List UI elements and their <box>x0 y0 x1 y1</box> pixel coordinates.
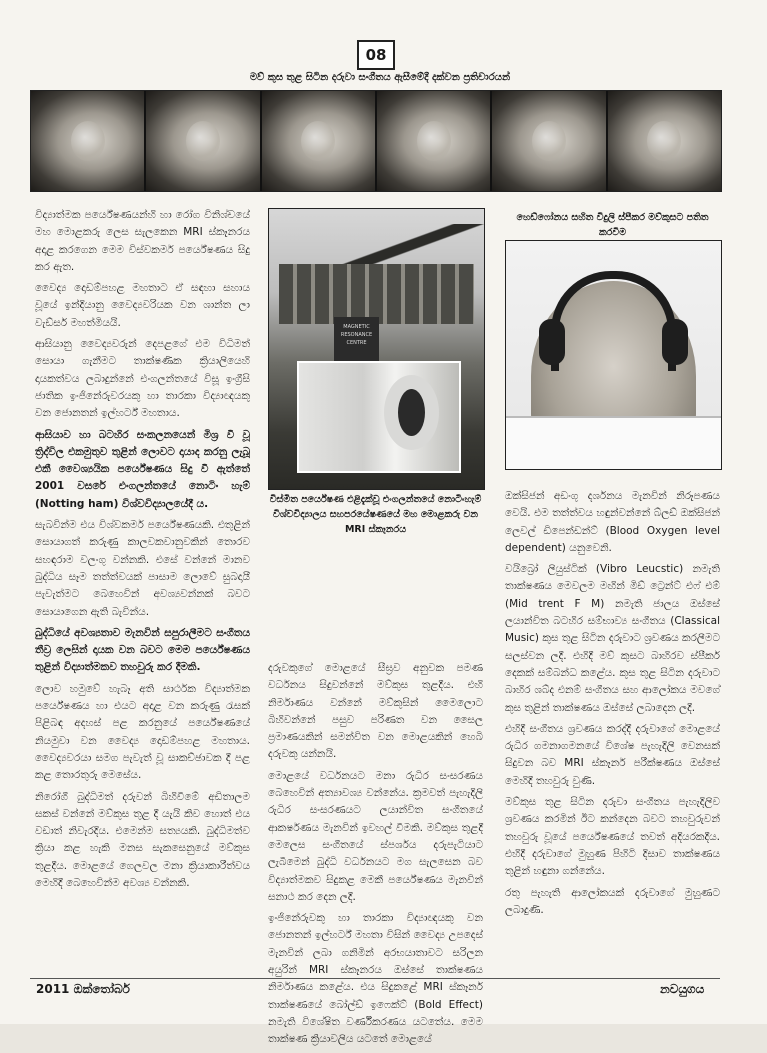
ultrasound-frame <box>31 91 146 191</box>
mri-photo-caption: විස්මිත පර්යේෂණ එළිදැක්වූ එංගලන්තයේ නොටිංහැම් විශ්වවිද්‍යාලය සහපරයේෂණයේ මහ මොළකරු වන MRI ස්කෑනරය <box>269 494 482 535</box>
ultrasound-frame <box>492 91 607 191</box>
article-paragraph: වයිබ්‍රෝ ලියුස්ටික් (Vibro Leucstic) නමැති තාක්ෂණය මෙවලම මඟින් මිඩ් ට්‍රෙන්ට් එෆ් එම් (Mid trent F M) නමැති ජාලය ඔස්සේ ලයාන්විත බටහිර සම්භාව්‍ය සංගීතය (Classical Music) කුස තුළ සිටින දරුවාට ශ්‍රවණය කරලීමට සලස්වන ලදී. එහිදී මව් කුසට බාහිරව ස්පීකර් දෙකක් සම්බන්ධ කළේය. කුස තුළ සිටින දරුවාට බාහිර ශබ්ද එනම් සංගීතය සහ ආලෝකය මවගේ කුස තුළින් තාක්ෂණය ඔස්සේ ලබාදෙන ලදී. <box>505 563 720 714</box>
article-paragraph: සැබවින්ම එය විශ්වකර්ම පර්යේෂණයකි. එතුළින් සොයාගත් කරුණු කාලවකවානුවකින් තොරව සහඳරාම වලංගු වන්නකි. එසේ වන්නේ මානව බුද්ධිය සෑම තත්ත්වයක් පාසාම ලොවේ සුබදායී පැවැත්මට බෙහෙවින් අවශ්‍යවන්නක් බවට සොයාගෙන ඇති බැවින්ය. <box>35 519 250 618</box>
article-paragraph: ඉංජිනේරුවකු හා තාරකා විද්‍යාඥයකු වන ජොනතන් ඉල්හර්ට් මහතා විසින් වෛද්‍ය උපදෙස් මැනවින් ලබා ගනිමින් අරභයාතාවට සරිලන අයුරින් MRI ස්කෑනරය ඔස්සේ තාක්ෂණය නිර්මාණය කළේය. එය සිදුකළේ MRI ස්කෑනර් තාක්ෂණයේ බෝල්ඩ් ඉෆෙක්ට් (Bold Effect) නමැති විශේෂිත වර්ණීකරණය යටතේය. මෙම තාක්ෂණ ක්‍රියාවලිය යටතේ මොළයේ <box>268 912 483 1046</box>
issue-date: 2011 ඔක්තෝබර් <box>36 982 130 996</box>
article-paragraph: දරුවකුගේ මොළයේ සීඝ්‍රව අනුවක පමණ වර්ධනය සිදුවන්නේ මව්කුස තුළදීය. එහි නිර්මාණය වන්නේ මව්කුසින් මෛලොට බිහිවන්නේ පසුව පරිණත වන සෛල ප්‍රමාණයකින් සමන්විත වන මොළයකින් හෙබි දරුවකු යන්නයි. <box>268 662 483 761</box>
article-paragraph: රතු පැහැති ආලෝකයක් දරුවාගේ මුහුණට ලබාදුණි. <box>505 886 720 916</box>
article-column-1 <box>35 207 250 896</box>
article-paragraph: විද්‍යාත්මක පර්යේෂණයන්හි හා රෝග විනිශ්චයේ මහ මොළකරු ලෙස සැලකෙන MRI ස්කෑනරය අදාළ කරගෙන මෙම විස්වකර්ම පර්යේෂණය සිදු කර ඇත. <box>35 209 250 273</box>
mri-centre-photo <box>268 208 485 490</box>
article-paragraph: බුද්ධියේ අවශ්‍යතාව මැනවින් සපුරාලීමට සංගීතය තීව්‍ර ලෙසින් දායක වන බවට මෙම පර්යේෂණය තුළින් විද්‍යාත්මකව තහවුරු කර දීමකි. <box>35 626 250 674</box>
article-paragraph: මොළයේ වර්ධනයට මනා රුධිර සංසරණය බෙහෙවින් අත්‍යාවශ්‍ය වන්නේය. ක්‍රමවත් පැහැදිලි රුධිර සංසරණයට ලයාන්විත සංගීතයේ ආකර්ෂණය මැනවින් ඉවහල් වීමකි. මව්කුස තුළදී මෙලෙස සංගීතයේ ස්පර්ශය දරුපැටියාට ලැබීමෙන් බුද්ධි වර්ධනයට මග සැලසෙන බව විද්‍යාත්මකව සිදුකළ මෙකී පර්යේෂණය මැනවින් සනාථ කර දෙන ලදී. <box>268 769 483 903</box>
building-facade <box>279 264 474 324</box>
article-paragraph: ලොව හමුවේ හැබෑ අති සාර්ථක විද්‍යාත්මක පර්යේෂණය හා එයට අදාළ වන කරුණු රැසක් පිළිබඳ අදහස් පළ කරනුයේ පර්යේෂණයේ නියමුවා වන වෛද්‍ය දොඩම්පහළ මහතාය. වෛද්‍යවරයා සමග පැවැත් වූ සාකච්ඡාවක දී පළ කළ තොරතුරු මෙසේය. <box>35 682 250 782</box>
article-paragraph: වෛද්‍ය දොඩම්පහළ මහතාට ඒ සඳහා සහාය වූයේ ඉන්දියානු වෛද්‍යවරියක වන ශාන්ත ලා වැඩ්සර් මහත්මියයි. <box>35 282 250 329</box>
ultrasound-frame <box>146 91 261 191</box>
ultrasound-frame <box>608 91 721 191</box>
article-column-2 <box>268 660 483 1053</box>
white-pants <box>506 416 721 470</box>
article-paragraph: මව්කුස තුළ සිටින දරුවා සංගීතය පැහැදිලිව ශ්‍රවණය කරමින් ඊට කන්දෙන බවට තහවුරුවන් තහවුරු වූයේ පර්යේෂණයේ තවත් අදියරකදීය. එහිදී දරුවාගේ මුහුණ පිහිටි දිසාව තාක්ෂණය තුළින් හඳුනා ගන්නේය. <box>505 796 720 878</box>
article-column-3 <box>505 488 720 923</box>
ultrasound-photo-strip <box>30 90 722 192</box>
headphone-photo-caption: හෙඩ්ෆෝනය සහිත විදුලි ස්පීකර මව්කුසට පතිත කරවීම <box>516 212 709 238</box>
pregnant-belly-headphones-photo <box>505 240 722 470</box>
article-paragraph: නිරෝගී බුද්ධිමත් දරුවන් බිහිවීමේ අඩිතාලම සකස් වන්නේ මව්කුස තුළ දී යැයි කිව හොත් එය වඩාත් නිවැරදිය. එමෙන්ම සත්‍යයකි. බුද්ධිමත්ව ක්‍රියා කළ හැකි මනස සැකසෙනුයේ මව්කුස තුළදීය. මොළයේ ගෙලවල මනා ක්‍රියාකාරීත්වය මෙහිදී බෙහෙවින්ම අවශ්‍ය වන්නකි. <box>35 790 250 889</box>
mri-scanner-inset-photo <box>297 361 461 473</box>
article-paragraph: ආසියාව හා බටහිර සංකලනයෙන් මිශ්‍ර වී වූ ත්‍රිද්විල එකමුතුව තුළින් ලොවට දායාද කරනු ලැබූ එකී වෛශ්‍යයික පර්යේෂණය සිදු වී ඇත්තේ 2001 වසරේ එංගලන්තයේ නොටිං හැම් (Notting ham) විශ්වවිද්‍යාලයේදී ය. <box>35 428 250 510</box>
page-number: 08 <box>357 40 395 70</box>
publication-name: නවයුගය <box>660 982 705 996</box>
centre-sign: MAGNETIC RESONANCE CENTRE <box>334 317 379 362</box>
article-paragraph: ආසියානු වෛද්‍යවරුන් දෙපළගේ එම විධිමත් සොයා ගැනීමට තාක්ෂණික ක්‍රියාලියෙහි දායකත්වය ලබාදුන්නේ එංගලන්තයේ විසූ ඉංග්‍රීසි ජාතික ඉංජිනේරුවරයකු හා තාරකා විද්‍යාඥයකු වන ජොනතන් ඉල්හර්ට් මහතාය. <box>35 338 250 420</box>
photo-strip-caption: මව් කුස තුළ සිටින දරුවා සංගීතය ඇසීමේදී දක්වන ප්‍රතිචාරයන් <box>249 72 511 83</box>
headphone-right-cup <box>662 319 688 365</box>
headphone-left-cup <box>539 319 565 365</box>
headphone-band <box>551 271 676 371</box>
footer-rule <box>30 978 720 979</box>
article-paragraph: ඔක්සිජන් අඩංගු දර්ශනය මැනවින් නිරූපණය වෙයි. එම තත්ත්වය හඳුන්වන්නේ බ්ලඩ් ඔක්සිජන් ලෙවල් ඩිපෙන්ඩන්ට් (Blood Oxygen level dependent) යනුවෙනි. <box>505 490 720 554</box>
ultrasound-frame <box>377 91 492 191</box>
article-paragraph: එහිදී සංගීතය ශ්‍රවණය කරද්දී දරුවාගේ මොළයේ රුධිර ගමනාගමනයේ විශේෂ පැහැදිලි වෙනසක් සිදුවන බව MRI ස්කෑනර් පරීක්ෂණය ඔස්සේ මෙහිදී තහවුරු වුණි. <box>505 722 720 787</box>
ultrasound-frame <box>262 91 377 191</box>
